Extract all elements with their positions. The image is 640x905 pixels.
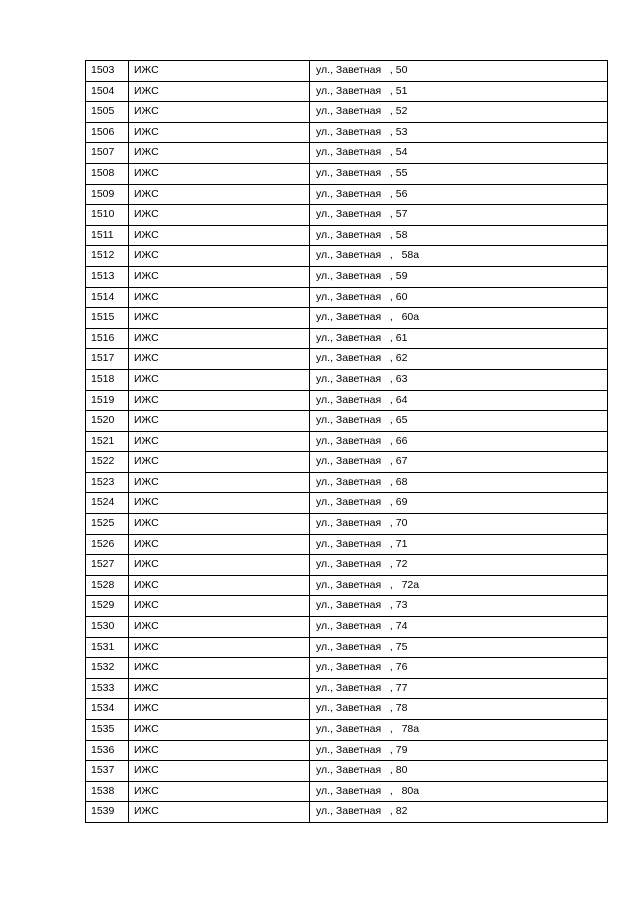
row-number-cell: 1504 — [86, 81, 129, 102]
table-row — [86, 266, 608, 287]
address-cell: ул., Заветная , 80а — [310, 781, 608, 802]
row-number-cell: 1512 — [86, 246, 129, 267]
table-row — [86, 802, 608, 823]
address-cell: ул., Заветная , 53 — [310, 122, 608, 143]
row-number-cell: 1528 — [86, 575, 129, 596]
address-cell: ул., Заветная , 73 — [310, 596, 608, 617]
table-row — [86, 431, 608, 452]
table-row — [86, 452, 608, 473]
address-cell: ул., Заветная , 54 — [310, 143, 608, 164]
table-row — [86, 102, 608, 123]
table-row — [86, 658, 608, 679]
table-row — [86, 205, 608, 226]
construction-type-cell: ИЖС — [129, 122, 310, 143]
row-number-cell: 1503 — [86, 61, 129, 82]
construction-type-cell: ИЖС — [129, 287, 310, 308]
construction-type-cell: ИЖС — [129, 184, 310, 205]
row-number-cell: 1531 — [86, 637, 129, 658]
address-registry-table — [85, 60, 608, 823]
row-number-cell: 1516 — [86, 328, 129, 349]
construction-type-cell: ИЖС — [129, 514, 310, 535]
row-number-cell: 1527 — [86, 555, 129, 576]
construction-type-cell: ИЖС — [129, 163, 310, 184]
address-cell: ул., Заветная , 78а — [310, 720, 608, 741]
row-number-cell: 1513 — [86, 266, 129, 287]
address-cell: ул., Заветная , 70 — [310, 514, 608, 535]
construction-type-cell: ИЖС — [129, 534, 310, 555]
table-row — [86, 369, 608, 390]
row-number-cell: 1530 — [86, 617, 129, 638]
table-row — [86, 122, 608, 143]
construction-type-cell: ИЖС — [129, 81, 310, 102]
address-cell: ул., Заветная , 76 — [310, 658, 608, 679]
address-cell: ул., Заветная , 78 — [310, 699, 608, 720]
table-row — [86, 493, 608, 514]
address-cell: ул., Заветная , 58 — [310, 225, 608, 246]
construction-type-cell: ИЖС — [129, 390, 310, 411]
row-number-cell: 1511 — [86, 225, 129, 246]
row-number-cell: 1536 — [86, 740, 129, 761]
construction-type-cell: ИЖС — [129, 596, 310, 617]
construction-type-cell: ИЖС — [129, 246, 310, 267]
table-row — [86, 761, 608, 782]
construction-type-cell: ИЖС — [129, 225, 310, 246]
table-row — [86, 81, 608, 102]
table-row — [86, 699, 608, 720]
row-number-cell: 1537 — [86, 761, 129, 782]
address-cell: ул., Заветная , 63 — [310, 369, 608, 390]
row-number-cell: 1509 — [86, 184, 129, 205]
table-row — [86, 349, 608, 370]
construction-type-cell: ИЖС — [129, 349, 310, 370]
address-cell: ул., Заветная , 60 — [310, 287, 608, 308]
table-row — [86, 472, 608, 493]
construction-type-cell: ИЖС — [129, 658, 310, 679]
address-cell: ул., Заветная , 72 — [310, 555, 608, 576]
table-row — [86, 287, 608, 308]
address-cell: ул., Заветная , 74 — [310, 617, 608, 638]
address-cell: ул., Заветная , 69 — [310, 493, 608, 514]
address-cell: ул., Заветная , 82 — [310, 802, 608, 823]
construction-type-cell: ИЖС — [129, 411, 310, 432]
address-cell: ул., Заветная , 51 — [310, 81, 608, 102]
address-cell: ул., Заветная , 61 — [310, 328, 608, 349]
address-cell: ул., Заветная , 80 — [310, 761, 608, 782]
construction-type-cell: ИЖС — [129, 740, 310, 761]
row-number-cell: 1529 — [86, 596, 129, 617]
address-cell: ул., Заветная , 67 — [310, 452, 608, 473]
construction-type-cell: ИЖС — [129, 102, 310, 123]
row-number-cell: 1506 — [86, 122, 129, 143]
row-number-cell: 1534 — [86, 699, 129, 720]
address-cell: ул., Заветная , 79 — [310, 740, 608, 761]
construction-type-cell: ИЖС — [129, 266, 310, 287]
row-number-cell: 1507 — [86, 143, 129, 164]
construction-type-cell: ИЖС — [129, 575, 310, 596]
table-row — [86, 411, 608, 432]
construction-type-cell: ИЖС — [129, 637, 310, 658]
row-number-cell: 1514 — [86, 287, 129, 308]
address-cell: ул., Заветная , 60а — [310, 308, 608, 329]
address-cell: ул., Заветная , 66 — [310, 431, 608, 452]
construction-type-cell: ИЖС — [129, 205, 310, 226]
table-row — [86, 514, 608, 535]
address-cell: ул., Заветная , 50 — [310, 61, 608, 82]
row-number-cell: 1525 — [86, 514, 129, 535]
construction-type-cell: ИЖС — [129, 328, 310, 349]
address-cell: ул., Заветная , 52 — [310, 102, 608, 123]
construction-type-cell: ИЖС — [129, 452, 310, 473]
construction-type-cell: ИЖС — [129, 472, 310, 493]
table-row — [86, 143, 608, 164]
address-cell: ул., Заветная , 77 — [310, 678, 608, 699]
table-row — [86, 328, 608, 349]
construction-type-cell: ИЖС — [129, 61, 310, 82]
construction-type-cell: ИЖС — [129, 720, 310, 741]
registry-table-body — [86, 61, 608, 823]
address-cell: ул., Заветная , 72а — [310, 575, 608, 596]
table-row — [86, 678, 608, 699]
row-number-cell: 1508 — [86, 163, 129, 184]
table-row — [86, 555, 608, 576]
table-row — [86, 163, 608, 184]
table-row — [86, 617, 608, 638]
address-cell: ул., Заветная , 58а — [310, 246, 608, 267]
row-number-cell: 1524 — [86, 493, 129, 514]
table-row — [86, 575, 608, 596]
table-row — [86, 61, 608, 82]
construction-type-cell: ИЖС — [129, 555, 310, 576]
row-number-cell: 1515 — [86, 308, 129, 329]
construction-type-cell: ИЖС — [129, 761, 310, 782]
construction-type-cell: ИЖС — [129, 369, 310, 390]
construction-type-cell: ИЖС — [129, 781, 310, 802]
construction-type-cell: ИЖС — [129, 308, 310, 329]
address-cell: ул., Заветная , 71 — [310, 534, 608, 555]
row-number-cell: 1532 — [86, 658, 129, 679]
row-number-cell: 1505 — [86, 102, 129, 123]
address-cell: ул., Заветная , 55 — [310, 163, 608, 184]
address-cell: ул., Заветная , 68 — [310, 472, 608, 493]
construction-type-cell: ИЖС — [129, 802, 310, 823]
row-number-cell: 1523 — [86, 472, 129, 493]
row-number-cell: 1520 — [86, 411, 129, 432]
address-cell: ул., Заветная , 62 — [310, 349, 608, 370]
row-number-cell: 1533 — [86, 678, 129, 699]
row-number-cell: 1517 — [86, 349, 129, 370]
address-cell: ул., Заветная , 64 — [310, 390, 608, 411]
table-row — [86, 596, 608, 617]
row-number-cell: 1538 — [86, 781, 129, 802]
construction-type-cell: ИЖС — [129, 699, 310, 720]
table-row — [86, 740, 608, 761]
address-cell: ул., Заветная , 75 — [310, 637, 608, 658]
row-number-cell: 1526 — [86, 534, 129, 555]
table-row — [86, 308, 608, 329]
address-cell: ул., Заветная , 56 — [310, 184, 608, 205]
address-cell: ул., Заветная , 59 — [310, 266, 608, 287]
construction-type-cell: ИЖС — [129, 493, 310, 514]
row-number-cell: 1510 — [86, 205, 129, 226]
table-row — [86, 637, 608, 658]
table-row — [86, 390, 608, 411]
row-number-cell: 1522 — [86, 452, 129, 473]
construction-type-cell: ИЖС — [129, 431, 310, 452]
construction-type-cell: ИЖС — [129, 678, 310, 699]
table-row — [86, 246, 608, 267]
row-number-cell: 1519 — [86, 390, 129, 411]
table-row — [86, 781, 608, 802]
construction-type-cell: ИЖС — [129, 617, 310, 638]
row-number-cell: 1518 — [86, 369, 129, 390]
table-row — [86, 534, 608, 555]
table-row — [86, 720, 608, 741]
table-row — [86, 184, 608, 205]
address-cell: ул., Заветная , 65 — [310, 411, 608, 432]
construction-type-cell: ИЖС — [129, 143, 310, 164]
table-row — [86, 225, 608, 246]
address-cell: ул., Заветная , 57 — [310, 205, 608, 226]
row-number-cell: 1535 — [86, 720, 129, 741]
row-number-cell: 1539 — [86, 802, 129, 823]
row-number-cell: 1521 — [86, 431, 129, 452]
